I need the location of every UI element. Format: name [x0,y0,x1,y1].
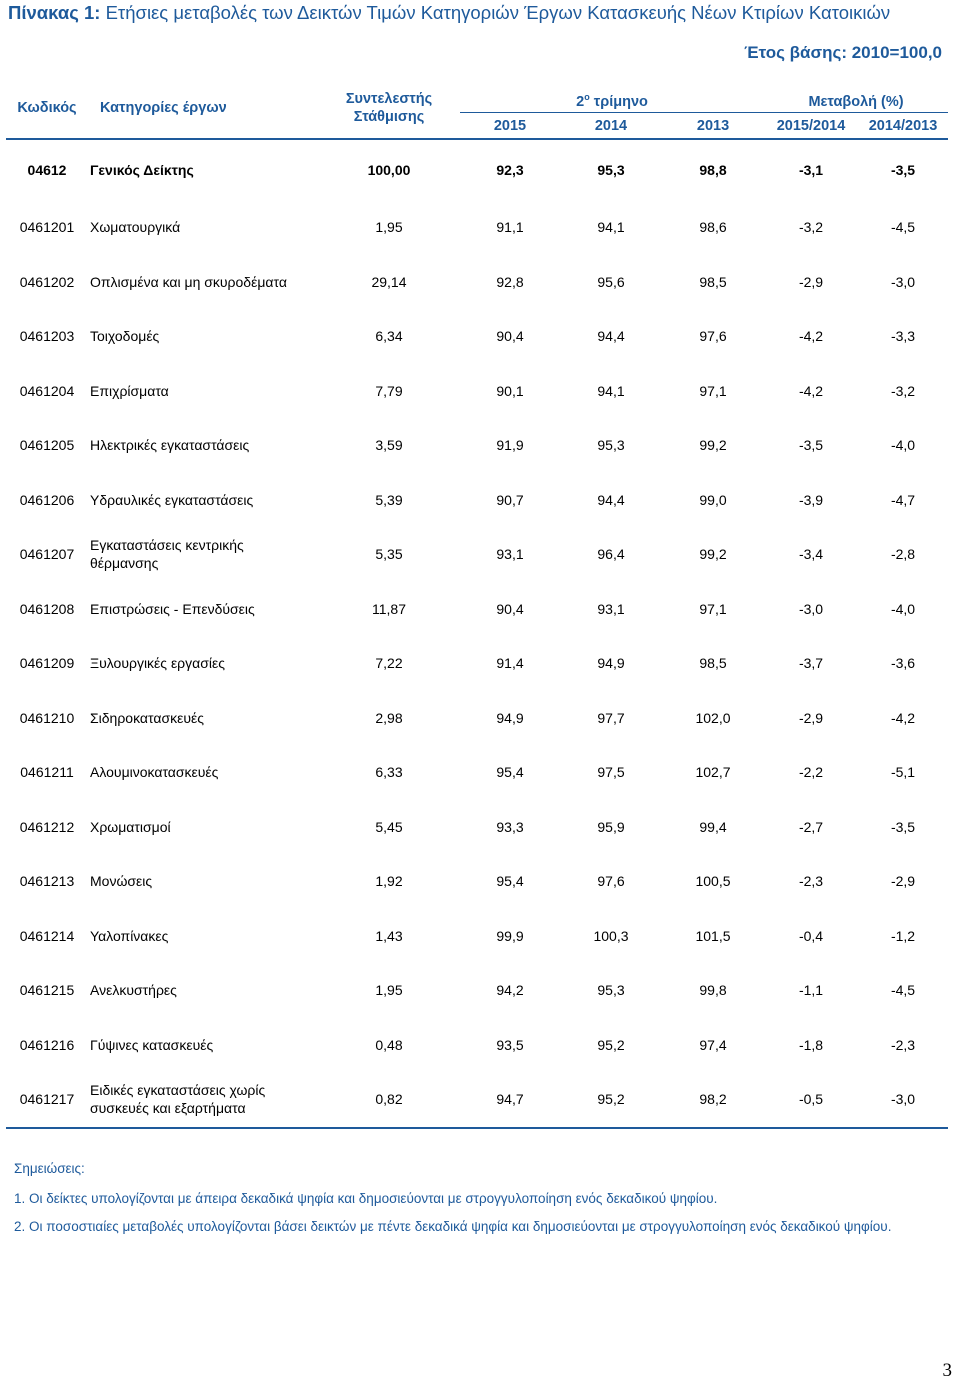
table-row [6,691,948,746]
cell-2014: 97,6 [597,873,625,890]
table-row [6,909,948,964]
table-row [6,473,948,528]
cell-2015: 94,9 [496,709,524,726]
table-row [6,800,948,855]
cell-weight: 1,92 [375,873,403,890]
table-row [6,200,948,255]
cell-category: Επιχρίσματα [90,382,169,399]
cell-change-2014-2013: -3,3 [890,328,916,345]
table-row [6,139,948,200]
cell-2015: 90,1 [496,382,524,399]
cell-code: 0461208 [19,600,75,617]
cell-2014: 97,7 [597,709,625,726]
cell-category: Μονώσεις [90,873,153,890]
cell-change-2015-2014: -3,9 [798,491,824,508]
cell-code: 0461210 [19,709,75,726]
category-text: Εγκαταστάσεις κεντρικής θέρμανσης [90,537,244,572]
cell-weight: 1,95 [375,219,403,236]
cell-change-2015-2014: -1,1 [798,982,824,999]
header-2015: 2015 [493,117,527,134]
cell-2015: 93,1 [496,546,524,563]
cell-2014: 95,3 [597,437,625,454]
cell-change-2015-2014: -2,9 [798,273,824,290]
table-body [6,139,948,1128]
price-index-table [6,80,948,1129]
cell-category: Χρωματισμοί [90,818,171,835]
cell-code: 0461206 [19,491,75,508]
cell-weight: 5,35 [375,546,403,563]
cell-code: 0461213 [19,873,75,890]
cell-2015: 95,4 [496,764,524,781]
cell-category: Υδραυλικές εγκαταστάσεις [90,491,254,508]
cell-weight: 7,79 [375,382,403,399]
table-row [6,418,948,473]
cell-category: Οπλισμένα και μη σκυροδέματα [90,273,287,290]
table-row [6,1072,948,1128]
cell-change-2015-2014: -3,1 [798,162,824,178]
cell-2014: 95,3 [597,982,625,999]
cell-change-2014-2013: -3,2 [890,382,916,399]
cell-change-2015-2014: -0,4 [798,927,824,944]
cell-change-2015-2014: -3,4 [798,546,824,563]
cell-2013: 97,1 [699,600,727,617]
cell-change-2014-2013: -4,5 [890,982,916,999]
cell-category: Αλουμινοκατασκευές [90,764,219,781]
notes-section [14,1161,914,1246]
cell-code: 0461214 [19,927,75,944]
cell-2013: 97,4 [699,1036,727,1053]
cell-2014: 94,9 [597,655,625,672]
cell-change-2015-2014: -2,7 [798,818,824,835]
cell-category: Χωματουργικά [90,219,181,236]
cell-change-2015-2014: -3,2 [798,219,824,236]
cell-2014: 94,1 [597,219,625,236]
cell-2013: 101,5 [695,927,731,944]
note-2: 2. Οι ποσοστιαίες μεταβολές υπολογίζονται βάσει δεικτών με πέντε δεκαδικά ψηφία και δημοσιεύονται με στρογγυλοποίηση ενός δεκαδικού ψηφίου. [14,1219,892,1234]
table-label: Πίνακας 1: [8,2,101,23]
header-weight [318,80,460,139]
cell-2015: 95,4 [496,873,524,890]
cell-2015: 91,4 [496,655,524,672]
cell-2014: 94,4 [597,328,625,345]
table-row [6,255,948,310]
cell-2014: 95,2 [597,1036,625,1053]
cell-category [88,1072,318,1128]
cell-change-2014-2013: -4,5 [890,219,916,236]
cell-change-2014-2013: -4,0 [890,437,916,454]
cell-category [88,527,318,582]
cell-2014: 93,1 [597,600,625,617]
cell-2013: 102,0 [695,709,731,726]
cell-change-2015-2014: -2,9 [798,709,824,726]
page-number: 3 [942,1360,952,1381]
cell-2015: 90,4 [496,600,524,617]
cell-change-2015-2014: -4,2 [798,382,824,399]
cell-code: 0461203 [19,328,75,345]
cell-code: 0461207 [19,546,75,563]
cell-2013: 97,6 [699,328,727,345]
cell-2013: 98,8 [699,162,727,178]
header-weight-text: Συντελεστής Στάθμισης [345,91,433,125]
table-row [6,854,948,909]
cell-2013: 102,7 [695,764,731,781]
table-row [6,636,948,691]
cell-2015: 93,3 [496,818,524,835]
cell-2013: 99,2 [699,437,727,454]
note-1: 1. Οι δείκτες υπολογίζονται με άπειρα δεκαδικά ψηφία και δημοσιεύονται με στρογγυλοποίηση ενός δεκαδικού ψηφίου. [14,1191,718,1206]
cell-2015: 93,5 [496,1036,524,1053]
cell-2013: 98,5 [699,273,727,290]
cell-2013: 99,2 [699,546,727,563]
cell-weight: 3,59 [375,437,403,454]
cell-2015: 92,8 [496,273,524,290]
cell-change-2015-2014: -2,3 [798,873,824,890]
table-row [6,745,948,800]
cell-change-2015-2014: -3,7 [798,655,824,672]
header-category: Κατηγορίες έργων [100,100,227,116]
cell-code: 0461217 [19,1091,75,1108]
cell-2015: 91,9 [496,437,524,454]
cell-change-2014-2013: -3,0 [890,273,916,290]
header-quarter-text: τρίμηνο [589,94,648,110]
cell-change-2014-2013: -2,9 [890,873,916,890]
cell-category: Ανελκυστήρες [90,982,177,999]
cell-2015: 94,2 [496,982,524,999]
cell-code: 0461216 [19,1036,75,1053]
header-2014: 2014 [594,117,628,134]
cell-2013: 100,5 [695,873,731,890]
table-caption: Ετήσιες μεταβολές των Δεικτών Τιμών Κατηγοριών Έργων Κατασκευής Νέων Κτιρίων Κατοικιών [100,2,891,23]
cell-category: Γύψινες κατασκευές [90,1036,214,1053]
cell-category: Σιδηροκατασκευές [90,709,204,726]
cell-weight: 11,87 [372,600,406,617]
cell-2015: 92,3 [496,162,524,178]
header-change-2014-2013: 2014/2013 [868,117,938,134]
cell-2013: 99,8 [699,982,727,999]
cell-weight: 1,95 [375,982,403,999]
cell-change-2015-2014: -3,5 [798,437,824,454]
table-row [6,1018,948,1073]
cell-weight: 2,98 [375,709,403,726]
header-quarter-num: 2 [576,94,585,110]
cell-code: 0461211 [20,764,74,781]
cell-change-2014-2013: -3,5 [890,162,916,178]
cell-2014: 94,4 [597,491,625,508]
cell-change-2014-2013: -4,0 [890,600,916,617]
cell-2014: 100,3 [593,927,629,944]
cell-weight: 5,39 [375,491,403,508]
cell-2015: 91,1 [496,219,524,236]
table-row [6,963,948,1018]
cell-2014: 95,2 [597,1091,625,1108]
cell-2013: 99,0 [699,491,727,508]
cell-code: 0461212 [19,818,75,835]
cell-2015: 90,4 [496,328,524,345]
cell-change-2014-2013: -1,2 [890,927,916,944]
cell-code: 04612 [27,162,67,178]
cell-code: 0461201 [19,219,75,236]
cell-weight: 0,82 [375,1091,403,1108]
cell-change-2014-2013: -3,6 [890,655,916,672]
category-text: Ειδικές εγκαταστάσεις χωρίς συσκευές και εξαρτήματα [90,1082,266,1117]
cell-change-2014-2013: -2,8 [890,546,916,563]
cell-category: Υαλοπίνακες [90,927,169,944]
cell-code: 0461215 [19,982,75,999]
notes-title: Σημειώσεις: [14,1161,85,1176]
cell-change-2014-2013: -4,2 [890,709,916,726]
cell-code: 0461204 [19,382,75,399]
cell-category: Τοιχοδομές [90,328,160,345]
table-row [6,527,948,582]
cell-2014: 95,6 [597,273,625,290]
page-title [8,2,956,24]
cell-2014: 94,1 [597,382,625,399]
cell-change-2014-2013: -4,7 [890,491,916,508]
cell-2014: 96,4 [597,546,625,563]
cell-weight: 5,45 [375,818,403,835]
header-code: Κωδικός [17,100,77,116]
cell-change-2014-2013: -3,0 [890,1091,916,1108]
cell-code: 0461205 [19,437,75,454]
cell-change-2015-2014: -0,5 [798,1091,824,1108]
cell-category: Γενικός Δείκτης [90,162,194,178]
cell-2013: 98,5 [699,655,727,672]
header-change: Μεταβολή (%) [764,80,948,113]
cell-2014: 95,9 [597,818,625,835]
cell-category: Ξυλουργικές εργασίες [90,655,225,672]
cell-2015: 99,9 [496,927,524,944]
cell-code: 0461202 [19,273,75,290]
table-row [6,309,948,364]
cell-code: 0461209 [19,655,75,672]
cell-2015: 90,7 [496,491,524,508]
cell-weight: 6,34 [375,328,403,345]
cell-change-2015-2014: -4,2 [798,328,824,345]
table-row [6,582,948,637]
cell-category: Επιστρώσεις - Επενδύσεις [90,600,255,617]
cell-weight: 1,43 [375,927,403,944]
cell-change-2014-2013: -5,1 [890,764,916,781]
cell-weight: 0,48 [375,1036,403,1053]
header-quarter [460,80,764,113]
header-2013: 2013 [696,117,730,134]
header-quarter-sup: ο [584,92,590,103]
cell-2013: 99,4 [699,818,727,835]
cell-2013: 97,1 [699,382,727,399]
cell-2013: 98,6 [699,219,727,236]
cell-change-2015-2014: -2,2 [798,764,824,781]
cell-category: Ηλεκτρικές εγκαταστάσεις [90,437,250,454]
cell-weight: 29,14 [371,273,407,290]
header-change-2015-2014: 2015/2014 [776,117,846,134]
cell-change-2015-2014: -3,0 [798,600,824,617]
base-year-note: Έτος βάσης: 2010=100,0 [744,43,942,62]
cell-change-2014-2013: -2,3 [890,1036,916,1053]
cell-weight: 6,33 [375,764,403,781]
table-row [6,364,948,419]
cell-change-2015-2014: -1,8 [798,1036,824,1053]
cell-2015: 94,7 [496,1091,524,1108]
cell-2014: 97,5 [597,764,625,781]
cell-change-2014-2013: -3,5 [890,818,916,835]
cell-2013: 98,2 [699,1091,727,1108]
cell-weight: 100,00 [367,162,411,178]
cell-weight: 7,22 [375,655,403,672]
cell-2014: 95,3 [597,162,625,178]
